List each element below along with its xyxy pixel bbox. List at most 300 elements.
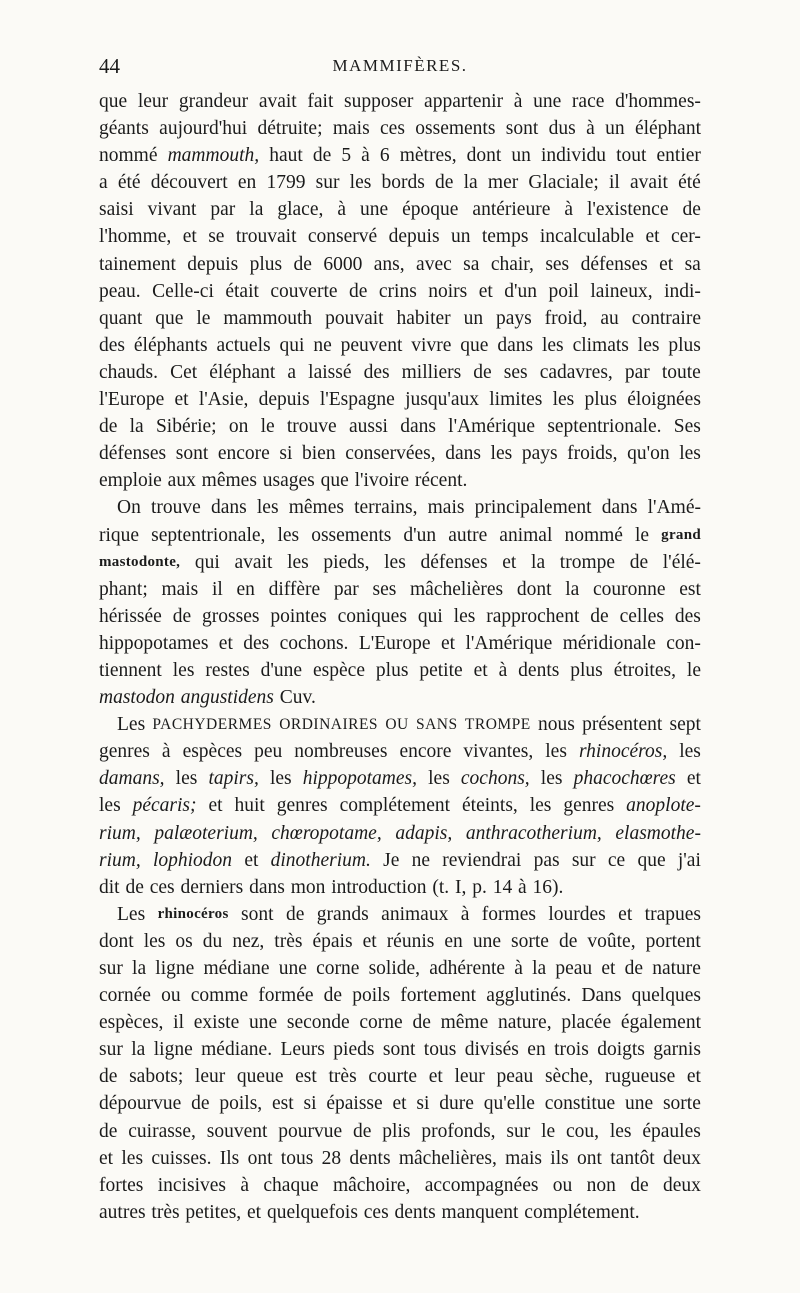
text-line <box>99 1090 701 1117</box>
word: sept <box>669 714 701 736</box>
word: des <box>99 334 125 356</box>
word: tous <box>423 1039 457 1061</box>
word: 6 <box>379 145 390 167</box>
word: et <box>174 389 189 411</box>
word: solide, <box>368 958 421 979</box>
word: portent <box>645 930 701 952</box>
word: hippopotames <box>99 632 209 654</box>
word: voûte, <box>587 930 636 952</box>
word: animaux <box>381 903 449 925</box>
text-line <box>99 88 701 115</box>
word: de <box>630 1174 649 1196</box>
word: est <box>295 1066 317 1088</box>
word: Ils <box>219 1147 240 1169</box>
word: tainement <box>99 253 176 275</box>
word: même <box>440 1012 489 1034</box>
word: quant <box>99 307 143 329</box>
word: nature, <box>497 1012 552 1034</box>
word: supposer <box>344 91 414 112</box>
word: ossements <box>415 118 496 140</box>
word: à <box>564 199 574 221</box>
word: nez, <box>232 930 265 952</box>
word: l'Amérique <box>448 416 536 438</box>
word: individu <box>541 145 607 167</box>
word: septentrionale. <box>547 416 662 438</box>
text-line <box>99 332 701 359</box>
word: de <box>285 903 305 925</box>
word: méridionale <box>562 632 656 654</box>
word: cochons, <box>460 768 530 790</box>
word: On <box>117 497 141 519</box>
word: en <box>444 930 463 952</box>
word: peau. <box>99 280 141 302</box>
word: depuis <box>258 389 310 411</box>
word: la <box>131 1039 146 1061</box>
word: ces <box>363 1201 389 1223</box>
word: dit <box>99 876 120 898</box>
word: plus <box>249 253 283 275</box>
word: qui <box>279 334 305 356</box>
word: lourdes <box>548 903 606 925</box>
word: deux <box>662 1147 701 1169</box>
word: Les <box>117 903 146 925</box>
word: avait <box>630 172 668 194</box>
word: époque <box>402 199 459 221</box>
word: les <box>679 741 701 763</box>
word: mâchoire, <box>332 1174 411 1196</box>
word: dans <box>445 443 481 465</box>
word: avait <box>258 91 297 112</box>
word: (t. <box>432 876 450 898</box>
word: emploie <box>99 470 162 492</box>
word: tout <box>616 145 647 167</box>
word: a <box>287 361 297 383</box>
word: lophiodon <box>152 849 233 871</box>
word: depuis <box>388 226 440 248</box>
text-line <box>99 467 701 494</box>
word: de <box>629 551 649 573</box>
text-line <box>99 386 701 413</box>
word: autre <box>448 524 488 546</box>
word: deux <box>663 1174 701 1196</box>
word: petites, <box>185 1201 242 1223</box>
word: pays <box>521 443 558 465</box>
word: éléphants <box>133 334 208 356</box>
page-header <box>99 54 701 80</box>
word: Cet <box>170 361 198 383</box>
word: les <box>490 443 513 465</box>
word: palæoterium, <box>154 822 258 844</box>
word: comme <box>190 985 249 1007</box>
text-line <box>99 657 701 684</box>
word: sabots; <box>129 1066 184 1088</box>
word: les <box>256 497 279 519</box>
word: à <box>586 118 595 140</box>
text-line <box>99 1009 701 1036</box>
word: appartenir <box>424 91 504 112</box>
word: 28 <box>321 1147 342 1169</box>
word: à <box>161 741 171 763</box>
text-line <box>99 901 701 928</box>
word: que <box>320 470 349 492</box>
word: profonds, <box>421 1120 496 1142</box>
word: mer <box>487 172 519 194</box>
text-line <box>99 982 701 1009</box>
word: 1799 <box>266 172 306 194</box>
word: bien <box>302 443 336 465</box>
word: glace, <box>277 199 324 221</box>
word: dure <box>439 1093 474 1115</box>
word: dont <box>516 578 552 600</box>
word: rium, <box>99 849 141 871</box>
word: peu <box>254 741 283 763</box>
word: nombreuses <box>294 741 388 763</box>
running-title: MAMMIFÈRES. <box>332 56 468 75</box>
word: les <box>679 443 701 465</box>
word: aujourd'hui <box>159 118 248 140</box>
word: formée <box>258 985 314 1007</box>
word: p. <box>472 876 487 898</box>
word: antérieure <box>472 199 551 221</box>
word: dans <box>400 416 436 438</box>
word: anoplote- <box>626 795 701 817</box>
word: rapprochent <box>486 605 580 627</box>
word: toute <box>661 361 701 383</box>
word: garnis <box>653 1039 701 1061</box>
word: adhérente <box>429 958 506 979</box>
word: que <box>99 91 128 112</box>
word: à <box>518 876 527 898</box>
word: angustidens <box>180 687 274 709</box>
word: pas <box>533 849 560 871</box>
word: on <box>228 416 249 438</box>
word: dont <box>466 145 502 167</box>
text-line <box>99 1145 701 1172</box>
word: les <box>545 741 567 763</box>
word: une <box>278 958 307 979</box>
word: incisives <box>157 1174 227 1196</box>
word: un <box>605 118 625 140</box>
word: d'hommes- <box>615 91 701 112</box>
word: médiane <box>203 958 270 979</box>
word: éteints, <box>462 795 518 817</box>
word: les <box>277 524 300 546</box>
word: elasmothe- <box>615 822 701 844</box>
word: été <box>117 172 141 194</box>
word: tous <box>280 1147 314 1169</box>
word: limites <box>489 389 543 411</box>
word: peau <box>496 1066 534 1088</box>
word: tantôt <box>610 1147 655 1169</box>
word: sorte <box>662 1093 701 1115</box>
page-number: 44 <box>99 54 120 78</box>
word: présentent <box>582 714 663 736</box>
word: des <box>674 605 701 627</box>
word: aussi <box>348 416 388 438</box>
word: Leurs <box>280 1039 325 1061</box>
word: un <box>511 145 531 167</box>
word: temps <box>481 226 529 248</box>
word: de <box>624 958 643 979</box>
word: vivant <box>147 199 197 221</box>
word: en <box>237 172 257 194</box>
text-line <box>99 630 701 657</box>
word: petite <box>419 659 463 681</box>
word: SANS <box>415 716 458 734</box>
word: les <box>609 1120 632 1142</box>
word: quelquefois <box>266 1201 358 1223</box>
word: qui <box>417 605 443 627</box>
word: et <box>218 632 233 654</box>
word: la <box>531 551 546 573</box>
word: les <box>172 659 195 681</box>
word: ossements <box>311 524 392 546</box>
word: la <box>129 416 144 438</box>
text-line <box>99 142 701 169</box>
word: cer- <box>670 226 701 248</box>
word: l'Amérique <box>465 632 553 654</box>
word: souvent <box>206 1120 268 1142</box>
word: l'élé- <box>662 551 701 573</box>
text-line <box>99 955 701 982</box>
word: existe <box>193 1012 240 1034</box>
word: aux <box>167 470 196 492</box>
word: mastodon <box>99 687 175 709</box>
word: mon <box>290 876 326 898</box>
word: et <box>618 903 633 925</box>
word: l'homme, <box>99 226 172 248</box>
word: les <box>121 1147 144 1169</box>
word: huit <box>234 795 265 817</box>
word: et <box>99 1147 114 1169</box>
word: froids, <box>567 443 618 465</box>
word: sont <box>382 1039 416 1061</box>
word: de <box>682 199 701 221</box>
word: grand <box>661 526 701 543</box>
word: divisés <box>464 1039 519 1061</box>
word: dents <box>349 1147 391 1169</box>
word: trois <box>554 1039 589 1061</box>
text-line <box>99 847 701 874</box>
word: rium, <box>99 822 141 844</box>
word: de <box>99 416 118 438</box>
word: leur <box>137 91 169 112</box>
word: sur <box>506 1120 531 1142</box>
text-line <box>99 1118 701 1145</box>
word: d'une <box>260 659 303 681</box>
word: avec <box>416 253 452 275</box>
word: trouve <box>151 497 201 519</box>
text-line <box>99 1036 701 1063</box>
word: formes <box>481 903 536 925</box>
word: doigts <box>597 1039 645 1061</box>
word: l'Amé- <box>647 497 701 519</box>
text-line <box>99 115 701 142</box>
word: dinotherium. <box>270 849 371 871</box>
word: chaque <box>263 1174 319 1196</box>
word: genres <box>276 795 328 817</box>
word: chœropotame, <box>271 822 382 844</box>
word: mais <box>332 118 370 140</box>
word: nature <box>652 958 701 979</box>
word: sa <box>463 253 480 275</box>
word: à <box>460 903 470 925</box>
word: ils <box>550 1147 569 1169</box>
text-line <box>99 1063 701 1090</box>
word: espèce <box>313 659 365 681</box>
word: l'existence <box>587 199 669 221</box>
word: la <box>532 958 547 979</box>
word: l'Europe <box>99 389 165 411</box>
word: du <box>202 930 223 952</box>
word: phant; <box>99 578 148 600</box>
word: hérissée <box>99 605 162 627</box>
word: sèche, <box>544 1066 594 1088</box>
word: plus <box>570 659 603 681</box>
word: pourvue <box>278 1120 343 1142</box>
word: mais <box>505 1147 542 1169</box>
word: damans, <box>99 768 165 790</box>
word: cochons. <box>279 632 349 654</box>
word: cuirasse, <box>128 1120 196 1142</box>
word: encore <box>399 741 452 763</box>
word: et <box>440 632 456 654</box>
word: nous <box>538 714 575 736</box>
word: Je <box>383 849 400 871</box>
word: ans, <box>373 253 405 275</box>
word: 16). <box>532 876 564 898</box>
word: pécaris; <box>132 795 197 817</box>
word: plus <box>668 334 701 356</box>
text-line <box>99 792 701 819</box>
word: sur <box>99 958 123 979</box>
word: habiter <box>396 307 451 329</box>
word: a <box>99 172 108 194</box>
word: mais <box>161 578 199 600</box>
word: trouve <box>286 416 337 438</box>
word: tiennent <box>99 659 162 681</box>
word: à <box>498 659 508 681</box>
word: tapirs, <box>208 768 259 790</box>
word: OU <box>385 716 409 734</box>
word: grandeur <box>178 91 249 112</box>
text-line <box>99 928 701 955</box>
word: à <box>513 91 523 112</box>
word: con- <box>666 632 701 654</box>
word: dus <box>548 118 576 140</box>
word: était <box>225 280 259 302</box>
word: les <box>143 930 166 952</box>
word: celles <box>619 605 664 627</box>
word: leur <box>194 1066 226 1088</box>
word: Dans <box>581 985 622 1007</box>
word: actuels <box>216 334 271 356</box>
word: froid, <box>544 307 588 329</box>
word: fait <box>307 91 334 112</box>
word: sur <box>315 172 340 194</box>
word: poil <box>548 280 579 302</box>
word: restes <box>205 659 250 681</box>
word: 14 <box>492 876 513 898</box>
word: milliers <box>401 361 462 383</box>
word: dépourvue <box>99 1093 182 1115</box>
word: mastodonte, <box>99 553 181 570</box>
word: manquent <box>441 1201 519 1223</box>
word: de <box>293 253 312 275</box>
word: et <box>247 1201 262 1223</box>
word: d'un <box>504 280 538 302</box>
word: espèces, <box>99 1012 164 1034</box>
word: noirs <box>428 280 468 302</box>
word: épaisse <box>326 1093 383 1115</box>
word: avait <box>234 551 273 573</box>
text-line <box>99 738 701 765</box>
word: dans <box>601 497 638 519</box>
word: médiane. <box>201 1039 273 1061</box>
word: ces <box>380 118 405 140</box>
word: usages <box>262 470 315 492</box>
word: et <box>208 795 223 817</box>
word: queue <box>236 1066 284 1088</box>
word: mammouth, <box>167 145 260 167</box>
text-line <box>99 874 701 901</box>
word: défenses <box>99 443 167 465</box>
word: et <box>659 253 674 275</box>
word: qu'on <box>627 443 670 465</box>
text-line <box>99 684 701 711</box>
word: contraire <box>631 307 701 329</box>
word: L'Europe <box>358 632 431 654</box>
word: 5 <box>341 145 352 167</box>
word: poils <box>352 985 391 1007</box>
text-line <box>99 576 701 603</box>
word: une <box>248 1012 278 1034</box>
word: à <box>361 145 370 167</box>
word: le <box>260 416 275 438</box>
word: ses <box>503 361 528 383</box>
word: une <box>624 1093 654 1115</box>
word: de <box>590 605 609 627</box>
word: anthracotherium, <box>465 822 602 844</box>
word: une <box>472 930 501 952</box>
word: et <box>392 1093 407 1115</box>
word: nommé <box>564 524 623 546</box>
word: leur <box>454 1066 485 1088</box>
text-line <box>99 413 701 440</box>
word: I, <box>455 876 467 898</box>
word: géants <box>99 118 149 140</box>
text-line <box>99 549 701 576</box>
word: sont <box>175 443 209 465</box>
text-line <box>99 1172 701 1199</box>
word: est <box>272 1093 294 1115</box>
word: le <box>196 307 211 329</box>
word: poils, <box>219 1093 263 1115</box>
word: de <box>312 145 332 167</box>
word: le <box>541 1120 556 1142</box>
word: que <box>460 334 489 356</box>
word: de <box>349 280 368 302</box>
word: Les <box>117 714 146 736</box>
word: plus <box>584 389 618 411</box>
word: défenses <box>420 551 488 573</box>
word: épais <box>312 930 353 952</box>
word: l'Asie, <box>198 389 249 411</box>
word: les <box>175 768 198 790</box>
word: mâchelières, <box>398 1147 497 1169</box>
word: peuvent <box>340 334 403 356</box>
word: ou <box>552 1174 573 1196</box>
